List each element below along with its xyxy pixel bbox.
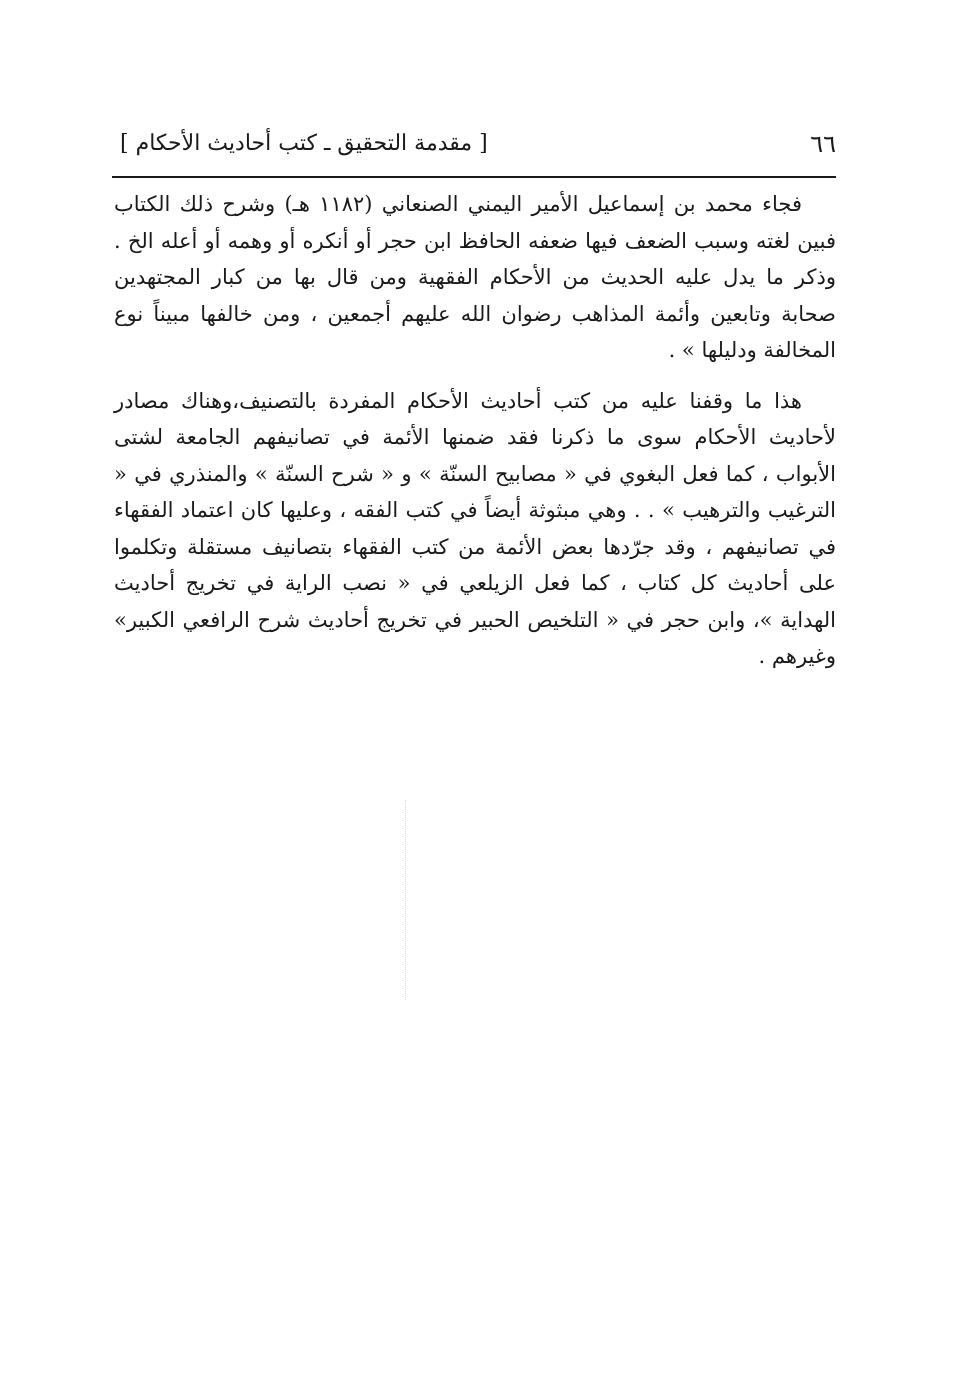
page-header <box>112 128 836 164</box>
scan-artifact <box>405 800 409 1000</box>
running-title: [ مقدمة التحقيق ـ كتب أحاديث الأحكام ] <box>120 131 488 156</box>
body-text <box>114 186 836 689</box>
header-rule <box>112 176 836 178</box>
paragraph-1: فجاء محمد بن إسماعيل الأمير اليمني الصنعاني (١١٨٢ هـ) وشرح ذلك الكتاب فبين لغته وسبب الضعف فيها ضعفه الحافظ ابن حجر أو أنكره أو وهمه أو أعله الخ . وذكر ما يدل عليه الحديث من الأحكام الفقهية ومن قال بها من كبار المجتهدين صحابة وتابعين وأئمة المذاهب رضوان الله عليهم أجمعين ، ومن خالفها مبيناً نوع المخالفة ودليلها » . <box>114 192 836 362</box>
page-number: ٦٦ <box>810 130 836 158</box>
paragraph-2: هذا ما وقفنا عليه من كتب أحاديث الأحكام المفردة بالتصنيف،وهناك مصادر لأحاديث الأحكام سوى ما ذكرنا فقد ضمنها الأئمة في تصانيفهم الجامعة لشتى الأبواب ، كما فعل البغوي في « مصابيح السنّة » و « شرح السنّة » والمنذري في « الترغيب والترهيب » . . وهي مبثوثة أيضاً في كتب الفقه ، وعليها كان اعتماد الفقهاء في تصانيفهم ، وقد جرّدها بعض الأئمة من كتب الفقهاء بتصانيف مستقلة وتكلموا على أحاديث كل كتاب ، كما فعل الزيلعي في « نصب الراية في تخريج أحاديث الهداية »، وابن حجر في « التلخيص الحبير في تخريج أحاديث شرح الرافعي الكبير» وغيرهم . <box>114 388 836 668</box>
